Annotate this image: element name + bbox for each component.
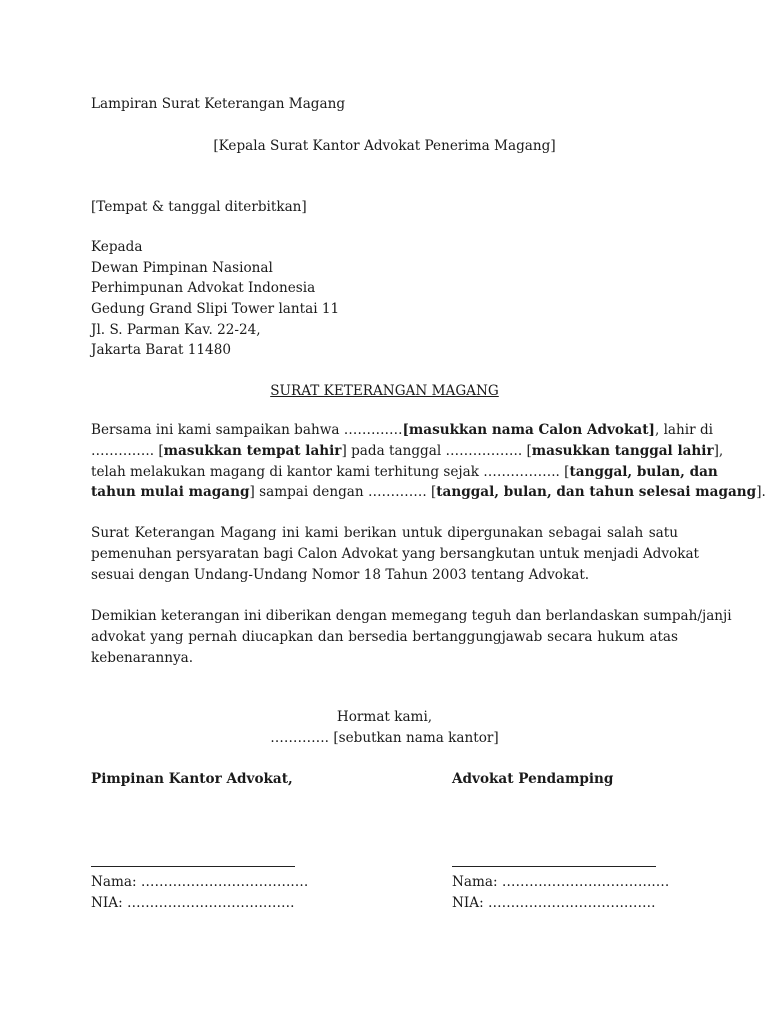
text-run: ].: [756, 484, 766, 501]
recipient-line: Gedung Grand Slipi Tower lantai 11: [91, 301, 340, 317]
text-run: telah melakukan magang di kantor kami terhitung sejak …………….. [: [91, 463, 570, 480]
placeholder-start-date-cont: tahun mulai magang: [91, 484, 250, 501]
paragraph-line: advokat yang pernah diucapkan dan bersedia bertanggungjawab secara hukum atas: [91, 628, 678, 645]
closing-greeting: Hormat kami,: [336, 709, 433, 725]
paragraph-line: [91, 441, 724, 462]
attachment-title: Lampiran Surat Keterangan Magang: [91, 96, 346, 112]
signature-nia-right: NIA: ……………………………….: [452, 895, 656, 911]
paragraph-declaration: [91, 606, 732, 668]
recipient-line: Kepada: [91, 239, 143, 255]
paragraph-line: Surat Keterangan Magang ini kami berikan untuk dipergunakan sebagai salah satu: [91, 525, 678, 541]
placeholder-end-date: tanggal, bulan, dan tahun selesai magang: [436, 484, 757, 501]
recipient-line: Jakarta Barat 11480: [91, 342, 232, 358]
paragraph-line: [91, 462, 718, 483]
placeholder-birthdate: masukkan tanggal lahir: [531, 442, 714, 459]
place-date-placeholder: [Tempat & tanggal diterbitkan]: [91, 199, 307, 215]
text-run: ………….. [: [91, 442, 164, 459]
paragraph-line: pemenuhan persyaratan bagi Calon Advokat yang bersangkutan untuk menjadi Advokat: [91, 545, 700, 562]
signature-title-text: Advokat Pendamping: [452, 771, 614, 787]
text-run: ] sampai dengan …………. [: [249, 484, 437, 501]
signature-line-right: [452, 866, 656, 867]
paragraph-purpose: [91, 523, 700, 585]
paragraph-line: kebenarannya.: [91, 649, 194, 666]
signature-line-left: [91, 866, 295, 867]
signature-name-right: Nama: …………………………….…: [452, 874, 670, 890]
placeholder-candidate-name: [masukkan nama Calon Advokat]: [402, 422, 655, 438]
letterhead-placeholder: [Kepala Surat Kantor Advokat Penerima Magang]: [213, 138, 556, 154]
signature-name-left: Nama: …………………………….…: [91, 874, 309, 890]
paragraph-statement: [91, 420, 766, 503]
placeholder-birthplace: masukkan tempat lahir: [163, 442, 342, 459]
recipient-line: Jl. S. Parman Kav. 22-24,: [91, 322, 261, 338]
text-run: ] pada tanggal …………….. [: [341, 442, 532, 459]
recipient-line: Perhimpunan Advokat Indonesia: [91, 280, 316, 296]
signature-title-text: Pimpinan Kantor Advokat,: [91, 771, 293, 787]
signature-title-right: [452, 769, 613, 789]
paragraph-line: sesuai dengan Undang-Undang Nomor 18 Tahun 2003 tentang Advokat.: [91, 566, 590, 583]
text-run: ],: [713, 442, 724, 459]
paragraph-line: [91, 420, 714, 441]
paragraph-line: Demikian keterangan ini diberikan dengan memegang teguh dan berlandaskan sumpah/janji: [91, 608, 732, 624]
text-run: , lahir di: [654, 422, 714, 438]
recipient-line: Dewan Pimpinan Nasional: [91, 260, 273, 276]
signature-title-left: [91, 769, 293, 789]
letter-heading: SURAT KETERANGAN MAGANG: [270, 383, 499, 399]
closing-office-name: …………. [sebutkan nama kantor]: [270, 730, 499, 746]
paragraph-line: [91, 482, 766, 503]
text-run: Bersama ini kami sampaikan bahwa ………….: [91, 422, 403, 438]
signature-nia-left: NIA: ……………………………….: [91, 895, 295, 911]
placeholder-start-date: tanggal, bulan, dan: [569, 463, 718, 480]
